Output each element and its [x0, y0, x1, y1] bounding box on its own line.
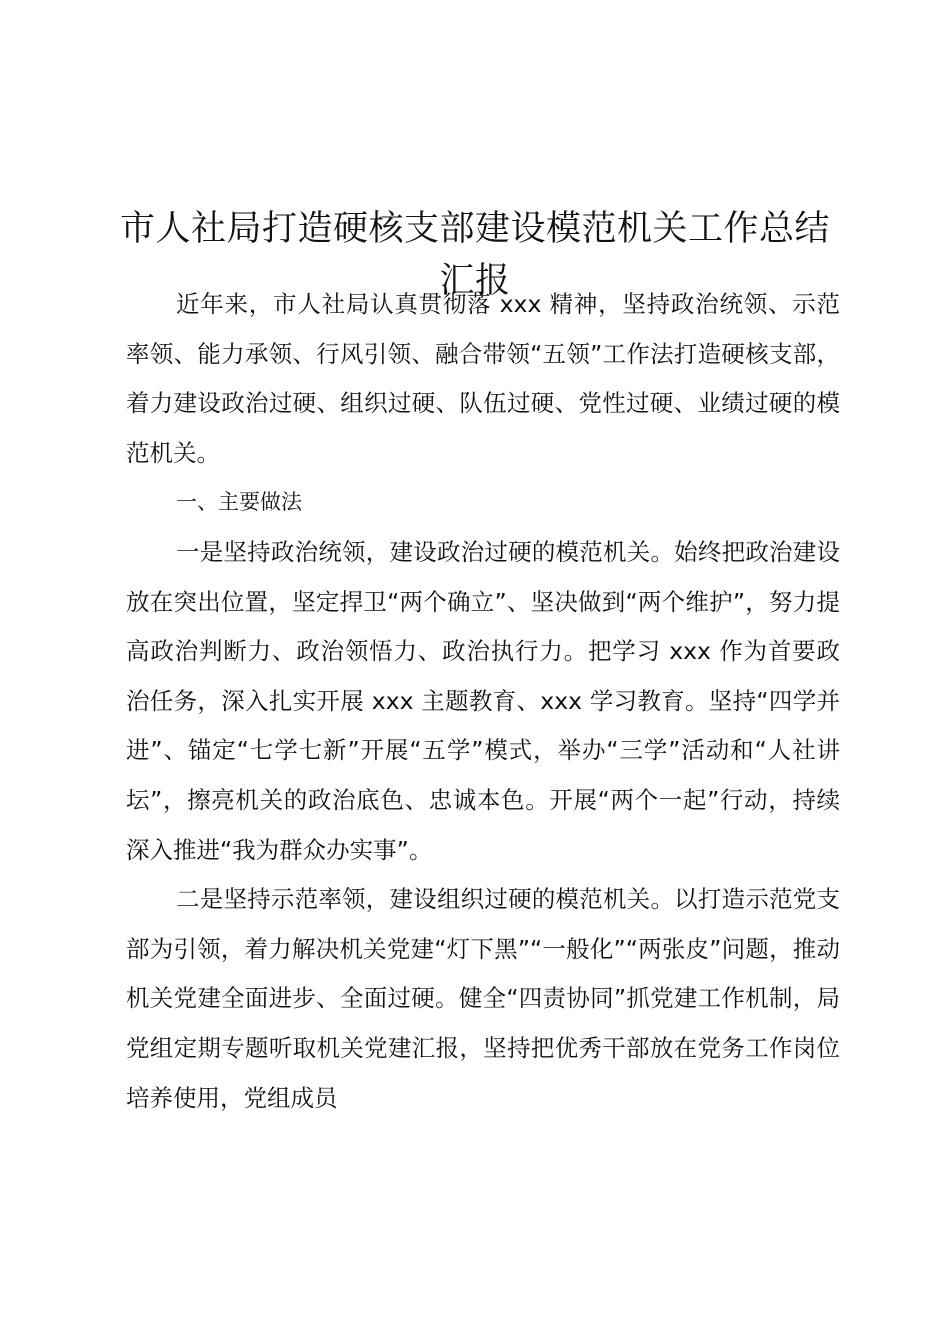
intro-paragraph: 近年来，市人社局认真贯彻落 xxx 精神，坚持政治统领、示范率领、能力承领、行风引领、融合带领“五领”工作法打造硬核支部，着力建设政治过硬、组织过硬、队伍过硬、党性过硬、业绩过硬的模范机关。: [126, 290, 840, 467]
section-heading-main-practices: 一、主要做法: [176, 490, 302, 515]
title-line-2: 汇报: [439, 261, 511, 302]
paragraph-demonstration-leadership: 二是坚持示范率领，建设组织过硬的模范机关。以打造示范党支部为引领，着力解决机关党建“灯下黑”“一般化”“两张皮”问题，推动机关党建全面进步、全面过硬。健全“四责协同”抓党建工作机制，局党组定期专题听取机关党建汇报，坚持把优秀干部放在党务工作岗位培养使用，党组成员: [126, 885, 840, 1112]
document-body: [126, 280, 840, 1123]
title-line-1: 市人社局打造硬核支部建设模范机关工作总结: [119, 209, 830, 250]
paragraph-political-leadership: 一是坚持政治统领，建设政治过硬的模范机关。始终把政治建设放在突出位置，坚定捍卫“两个确立”、坚决做到“两个维护”，努力提高政治判断力、政治领悟力、政治执行力。把学习 xxx 作为首要政治任务，深入扎实开展 xxx 主题教育、xxx 学习教育。坚持“四学并进”、锚定“七学七新”开展“五学”模式，举办“三学”活动和“人社讲坛”，擦亮机关的政治底色、忠诚本色。开展“两个一起”行动，持续深入推进“我为群众办实事”。: [126, 537, 840, 864]
